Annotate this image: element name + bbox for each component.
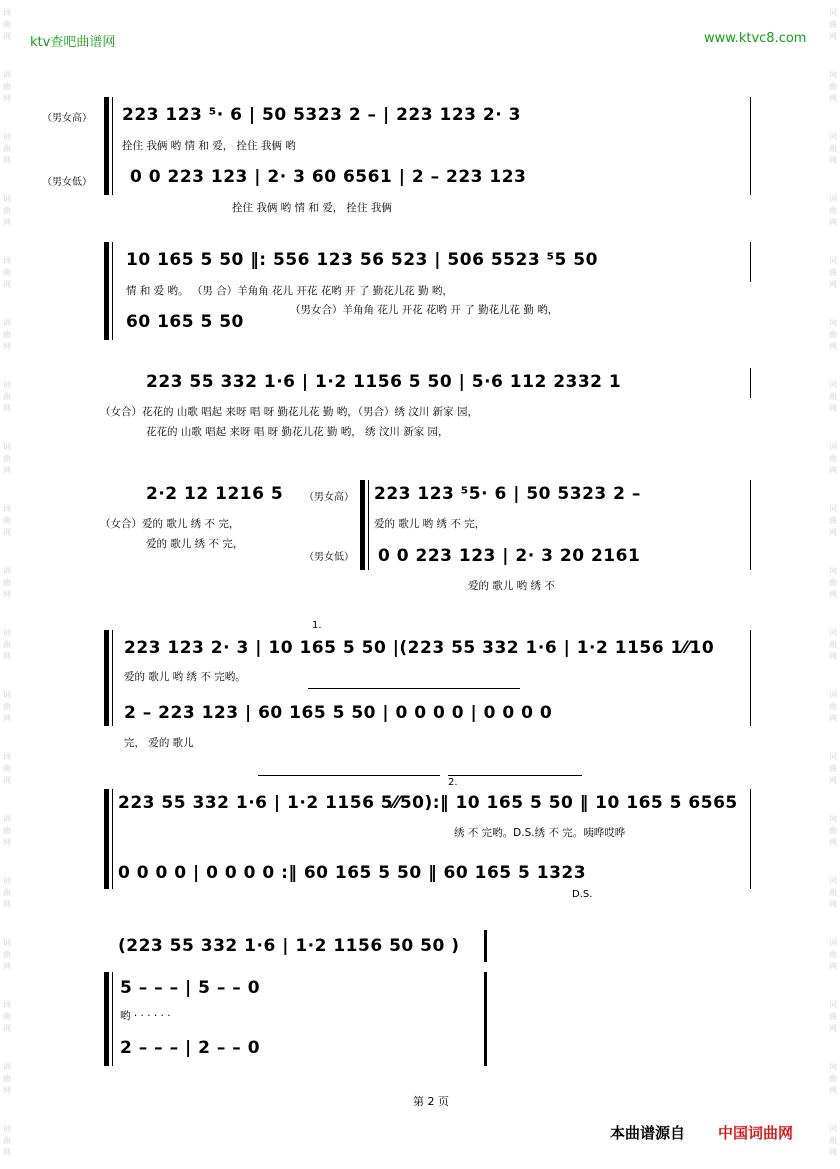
source-site-link[interactable]: 中国词曲网 (718, 1124, 794, 1142)
upper-lyrics: 爱的 歌儿 哟 绣 不 完， (374, 518, 486, 530)
barline (750, 789, 751, 889)
watermark-char: 曲 (3, 392, 11, 401)
watermark-char: 词 (3, 814, 11, 823)
upper-staff: 223 55 332 1·6 | 1·2 1156 5⁄⁄50):‖ 10 165 5 50 ‖ 10 165 5 6565 (118, 793, 738, 813)
watermark-char: 词 (3, 380, 11, 389)
upper-staff: 223 123 ⁵5· 6 | 50 5323 2 – (374, 484, 641, 504)
watermark-char: 网 (829, 714, 837, 723)
watermark-char: 网 (829, 280, 837, 289)
watermark-char: 曲 (829, 516, 837, 525)
watermark-char: 词 (3, 876, 11, 885)
watermark-char: 曲 (3, 888, 11, 897)
watermark-char: 网 (829, 776, 837, 785)
watermark-char: 曲 (829, 82, 837, 91)
bracket-line (258, 775, 440, 776)
barline (750, 630, 751, 726)
watermark-char: 曲 (3, 578, 11, 587)
watermark-char: 词 (829, 194, 837, 203)
watermark-char: 词 (829, 566, 837, 575)
watermark-char: 词 (3, 752, 11, 761)
lyrics-line-1: （女合）爱的 歌儿 绣 不 完， (100, 518, 240, 530)
left-watermark-column (0, 0, 14, 1169)
watermark-char: 词 (829, 1124, 837, 1133)
watermark-char: 网 (829, 404, 837, 413)
watermark-char: 词 (3, 1000, 11, 1009)
watermark-char: 曲 (829, 144, 837, 153)
watermark-char: 曲 (3, 1012, 11, 1021)
watermark-char: 词 (829, 256, 837, 265)
watermark-char: 曲 (829, 1136, 837, 1145)
lyrics-line-1: （女合）花花的 山歌 唱起 来呀 唱 呀 勤花儿花 勤 哟，（男合）绣 汶川 新家 园， (100, 406, 478, 418)
upper-lyrics: 哟 · · · · · · (120, 1010, 171, 1022)
watermark-char: 曲 (829, 888, 837, 897)
final-barline (484, 972, 487, 1066)
watermark-char: 曲 (3, 454, 11, 463)
barline (750, 368, 751, 398)
watermark-char: 网 (3, 280, 11, 289)
watermark-char: 词 (3, 442, 11, 451)
watermark-char: 词 (829, 442, 837, 451)
system-line (112, 789, 113, 889)
watermark-char: 词 (829, 752, 837, 761)
watermark-char: 网 (3, 156, 11, 165)
watermark-char: 网 (829, 962, 837, 971)
site-url-right[interactable]: www.ktvc8.com (704, 31, 807, 46)
watermark-char: 词 (829, 628, 837, 637)
watermark-char: 词 (829, 1000, 837, 1009)
watermark-char: 曲 (829, 392, 837, 401)
watermark-char: 曲 (3, 826, 11, 835)
watermark-char: 曲 (829, 268, 837, 277)
watermark-char: 网 (829, 838, 837, 847)
lyrics-line-2: 花花的 山歌 唱起 来呀 唱 呀 勤花儿花 勤 哟， 绣 汶川 新家 园， (146, 426, 449, 438)
voice-label-low: （男女低） (304, 552, 354, 563)
right-watermark-column (826, 0, 840, 1169)
watermark-char: 网 (3, 342, 11, 351)
watermark-char: 曲 (829, 206, 837, 215)
lower-lyrics: 爱的 歌儿 哟 绣 不 (468, 580, 555, 592)
lower-lyrics: 完， 爱的 歌儿 (124, 737, 194, 749)
system-bracket (104, 630, 109, 726)
upper-staff: 223 123 2· 3 | 10 165 5 50 |(223 55 332 1·6 | 1·2 1156 1⁄⁄10 (124, 638, 715, 658)
upper-lyrics: 拴住 我俩 哟 情 和 爱， 拴住 我俩 哟 (122, 140, 296, 152)
lower-staff: 2 – – – | 2 – – 0 (120, 1038, 261, 1058)
voice-label-high: （男女高） (42, 113, 92, 124)
watermark-char: 曲 (829, 702, 837, 711)
lower-staff: 60 165 5 50 (126, 312, 244, 332)
watermark-char: 词 (829, 504, 837, 513)
watermark-char: 网 (829, 1148, 837, 1157)
watermark-char: 网 (3, 466, 11, 475)
watermark-char: 网 (3, 900, 11, 909)
system-bracket (104, 242, 109, 340)
lower-lyrics: 拴住 我俩 哟 情 和 爱， 拴住 我俩 (232, 202, 392, 214)
system-line (112, 630, 113, 726)
watermark-char: 网 (829, 652, 837, 661)
watermark-char: 网 (829, 32, 837, 41)
source-label: 本曲谱源自 (610, 1124, 686, 1142)
lower-staff: 0 0 223 123 | 2· 3 60 6561 | 2 – 223 123 (130, 167, 527, 187)
watermark-char: 曲 (3, 144, 11, 153)
barline (750, 480, 751, 570)
watermark-char: 词 (3, 938, 11, 947)
watermark-char: 曲 (3, 82, 11, 91)
system-bracket (104, 972, 109, 1066)
volta-line (448, 775, 582, 776)
watermark-char: 词 (829, 380, 837, 389)
system-line (368, 480, 369, 570)
barline (750, 242, 751, 282)
lyrics-line-2: 爱的 歌儿 绣 不 完， (146, 538, 244, 550)
watermark-char: 网 (3, 1148, 11, 1157)
watermark-char: 词 (3, 1124, 11, 1133)
watermark-char: 曲 (829, 20, 837, 29)
watermark-char: 曲 (829, 330, 837, 339)
watermark-char: 网 (829, 466, 837, 475)
watermark-char: 词 (829, 8, 837, 17)
watermark-char: 网 (3, 652, 11, 661)
watermark-char: 曲 (3, 330, 11, 339)
volta-line (308, 688, 520, 689)
page-number: 第 2 页 (413, 1095, 449, 1108)
upper-staff: 5 – – – | 5 – – 0 (120, 978, 261, 998)
lower-lyrics: （男女合）羊角角 花儿 开花 花哟 开 了 勤花儿花 勤 哟， (290, 304, 559, 316)
system-bracket (104, 97, 109, 195)
voice-label-high: （男女高） (304, 492, 354, 503)
watermark-char: 网 (3, 838, 11, 847)
upper-staff: 223 123 ⁵· 6 | 50 5323 2 – | 223 123 2· 3 (122, 105, 521, 125)
watermark-char: 曲 (829, 454, 837, 463)
watermark-char: 词 (3, 690, 11, 699)
watermark-char: 词 (3, 318, 11, 327)
watermark-char: 词 (3, 1062, 11, 1071)
watermark-char: 曲 (3, 640, 11, 649)
volta-2: 2. (448, 777, 458, 788)
watermark-char: 曲 (3, 1074, 11, 1083)
barline (750, 97, 751, 195)
watermark-char: 曲 (829, 764, 837, 773)
watermark-char: 词 (3, 70, 11, 79)
watermark-char: 曲 (829, 640, 837, 649)
upper-lyrics: 情 和 爱 哟。 （男 合）羊角角 花儿 开花 花哟 开 了 勤花儿花 勤 哟， (126, 285, 453, 297)
watermark-char: 曲 (829, 1074, 837, 1083)
watermark-char: 词 (829, 690, 837, 699)
watermark-char: 曲 (3, 702, 11, 711)
watermark-char: 曲 (829, 950, 837, 959)
watermark-char: 曲 (3, 20, 11, 29)
watermark-char: 网 (829, 156, 837, 165)
final-barline-top (484, 930, 487, 962)
watermark-char: 曲 (829, 826, 837, 835)
watermark-char: 曲 (3, 516, 11, 525)
watermark-char: 词 (829, 70, 837, 79)
watermark-char: 网 (3, 32, 11, 41)
upper-lyrics: 爱的 歌儿 哟 绣 不 完哟。 (124, 671, 246, 683)
watermark-char: 词 (829, 132, 837, 141)
watermark-char: 网 (3, 590, 11, 599)
watermark-char: 网 (829, 900, 837, 909)
watermark-char: 网 (3, 962, 11, 971)
lower-staff: 2 – 223 123 | 60 165 5 50 | 0 0 0 0 | 0 0 0 0 (124, 703, 553, 723)
watermark-char: 词 (3, 132, 11, 141)
watermark-char: 网 (829, 342, 837, 351)
watermark-char: 词 (3, 628, 11, 637)
watermark-char: 词 (3, 566, 11, 575)
system-line (112, 242, 113, 340)
upper-lyrics: 绣 不 完哟。D.S.绣 不 完。咦哗哎哗 (454, 827, 626, 839)
melody-staff-left: 2·2 12 1216 5 (146, 484, 284, 504)
system-line (112, 97, 113, 195)
watermark-char: 曲 (3, 1136, 11, 1145)
upper-staff: 10 165 5 50 ‖: 556 123 56 523 | 506 5523 ⁵5 50 (126, 250, 598, 270)
melody-staff: 223 55 332 1·6 | 1·2 1156 5 50 | 5·6 112 2332 1 (146, 372, 622, 392)
watermark-char: 网 (829, 1024, 837, 1033)
watermark-char: 词 (3, 194, 11, 203)
watermark-char: 曲 (3, 764, 11, 773)
watermark-char: 曲 (829, 578, 837, 587)
site-logo-left[interactable]: ktv查吧曲谱网 (30, 35, 116, 50)
watermark-char: 词 (3, 256, 11, 265)
watermark-char: 网 (829, 218, 837, 227)
watermark-char: 词 (829, 1062, 837, 1071)
watermark-char: 网 (3, 1024, 11, 1033)
watermark-char: 词 (829, 814, 837, 823)
watermark-char: 曲 (3, 268, 11, 277)
watermark-char: 网 (3, 404, 11, 413)
ds-mark: D.S. (572, 889, 593, 900)
watermark-char: 网 (829, 1086, 837, 1095)
voice-label-low: （男女低） (42, 177, 92, 188)
lower-staff: 0 0 223 123 | 2· 3 20 2161 (378, 546, 641, 566)
watermark-char: 网 (3, 714, 11, 723)
system-bracket (104, 789, 109, 889)
system-line (112, 972, 113, 1066)
watermark-char: 词 (829, 938, 837, 947)
watermark-char: 网 (3, 1086, 11, 1095)
volta-1: 1. (312, 620, 322, 631)
watermark-char: 网 (3, 776, 11, 785)
watermark-char: 网 (829, 590, 837, 599)
watermark-char: 词 (829, 876, 837, 885)
watermark-char: 网 (829, 528, 837, 537)
watermark-char: 网 (3, 528, 11, 537)
instrumental-staff: (223 55 332 1·6 | 1·2 1156 50 50 ) (118, 936, 460, 956)
watermark-char: 词 (829, 318, 837, 327)
watermark-char: 曲 (829, 1012, 837, 1021)
watermark-char: 词 (3, 8, 11, 17)
watermark-char: 曲 (3, 950, 11, 959)
segno-bracket (360, 480, 365, 570)
watermark-char: 网 (829, 94, 837, 103)
watermark-char: 网 (3, 218, 11, 227)
watermark-char: 网 (3, 94, 11, 103)
watermark-char: 词 (3, 504, 11, 513)
lower-staff: 0 0 0 0 | 0 0 0 0 :‖ 60 165 5 50 ‖ 60 165 5 1323 (118, 863, 587, 883)
watermark-char: 曲 (3, 206, 11, 215)
